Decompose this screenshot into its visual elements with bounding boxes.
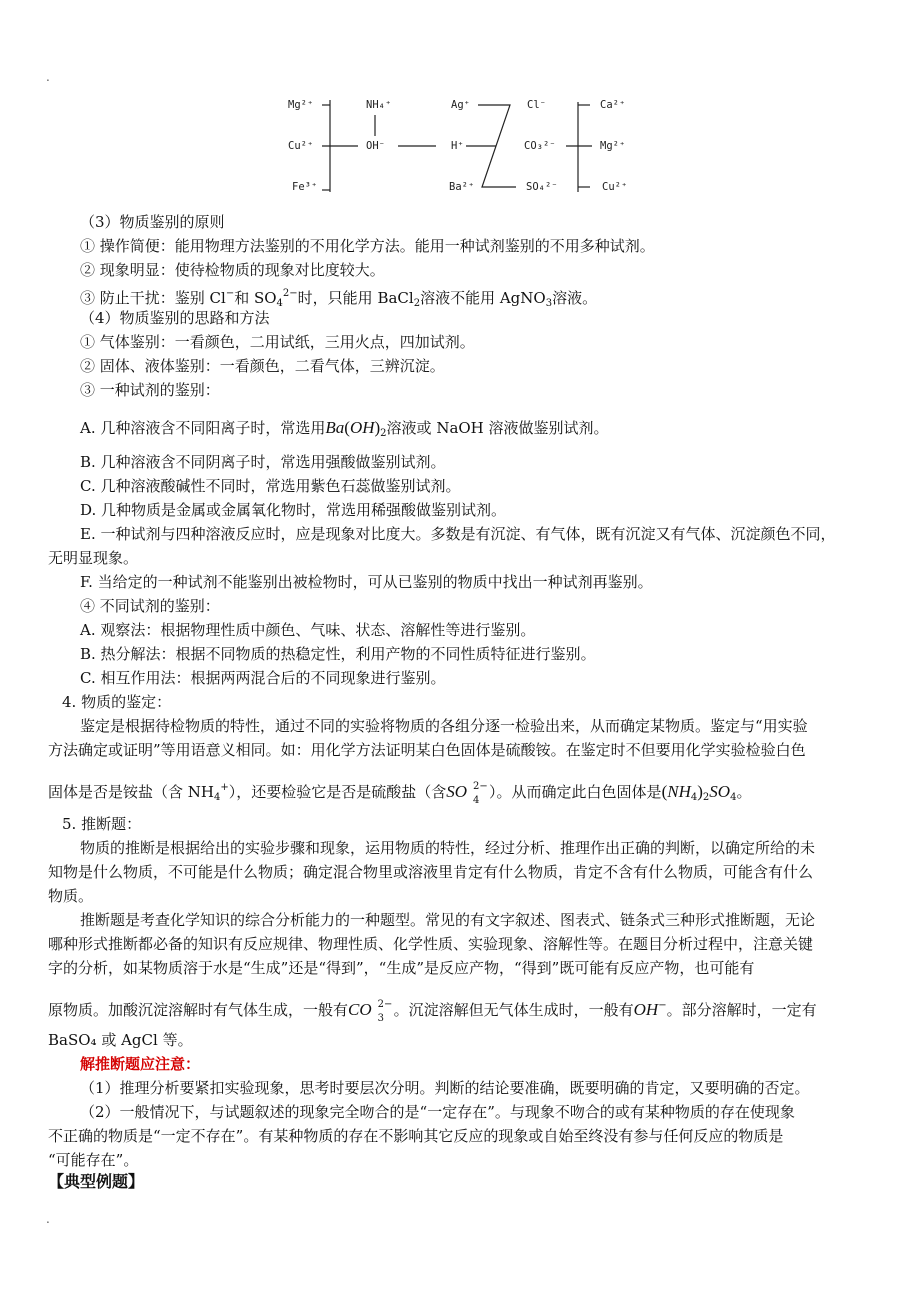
identification-line-2: 方法确定或证明”等用语意义相同。如：用化学方法证明某白色固体是硫酸铵。在鉴定时不但要用化学实验检验白色 [48,741,806,759]
section-4-title: （4）物质鉴别的思路和方法 [80,309,270,327]
method-d: D. 几种物质是金属或金属氧化物时，常选用稀强酸做鉴别试剂。 [80,501,507,519]
page-mark-bottom: . [46,1212,50,1226]
ion-so4: SO₄²⁻ [526,181,558,193]
inference-p2-line-1: 推断题是考查化学知识的综合分析能力的一种题型。常见的有文字叙述、图表式、链条式三种形式推断题，无论 [80,911,816,929]
method-interact: C. 相互作用法：根据两两混合后的不同现象进行鉴别。 [80,669,446,687]
section-3-item-2: ② 现象明显：使待检物质的现象对比度较大。 [80,261,385,279]
section-3-item-1: ① 操作简便：能用物理方法鉴别的不用化学方法。能用一种试剂鉴别的不用多种试剂。 [80,237,655,255]
inference-p2-line-2: 哪种形式推断都必备的知识有反应规律、物理性质、化学性质、实验现象、溶解性等。在题目分析过程中，注意关键 [48,935,814,953]
section-4-item-3: ③ 一种试剂的鉴别： [80,381,220,399]
method-a: A. 几种溶液含不同阳离子时，常选用$Ba(OH)_2$溶液或 NaOH 溶液做鉴别试剂。 [80,418,609,439]
typical-examples-heading: 【典型例题】 [48,1172,145,1191]
method-e-line-1: E. 一种试剂与四种溶液反应时，应是现象对比度大。多数是有沉淀、有气体，既有沉淀又有气体、沉淀颜色不同， [80,525,836,543]
note-2-line-2: 不正确的物质是“一定不存在”。有某种物质的存在不影响其它反应的现象或自始至终没有参与任何反应的物质是 [48,1127,784,1145]
notes-heading: 解推断题应注意： [80,1055,201,1073]
ion-cu2: Cu²⁺ [602,181,628,193]
ion-cl: Cl⁻ [527,99,546,111]
ion-fe: Fe³⁺ [292,181,318,193]
method-b: B. 几种溶液含不同阴离子时，常选用强酸做鉴别试剂。 [80,453,446,471]
ion-h: H⁺ [451,140,464,152]
ion-cu: Cu²⁺ [288,140,314,152]
ion-ba: Ba²⁺ [449,181,475,193]
section-4-item-2: ② 固体、液体鉴别：一看颜色，二看气体，三辨沉淀。 [80,357,445,375]
ion-mg2: Mg²⁺ [600,140,626,152]
method-f: F. 当给定的一种试剂不能鉴别出被检物时，可从已鉴别的物质中找出一种试剂再鉴别。 [80,573,653,591]
ion-reaction-diagram [0,0,920,200]
inference-p1-line-3: 物质。 [48,887,94,905]
method-e-line-2: 无明显现象。 [48,549,139,567]
section-4-item-4: ④ 不同试剂的鉴别： [80,597,220,615]
note-2-line-1: （2）一般情况下，与试题叙述的现象完全吻合的是“一定存在”。与现象不吻合的或有某种物质的存在使现象 [80,1103,795,1121]
inference-p2-line-4: 原物质。加酸沉淀溶解时有气体生成，一般有CO 2− 3 。沉淀溶解但无气体生成时，一般有OH−。部分溶解时，一定有 [48,999,817,1024]
inference-p2-line-5: BaSO₄ 或 AgCl 等。 [48,1031,193,1049]
ion-nh4: NH₄⁺ [366,99,392,111]
note-1: （1）推理分析要紧扣实验现象，思考时要层次分明。判断的结论要准确，既要明确的肯定，又要明确的否定。 [80,1079,810,1097]
method-observe: A. 观察法：根据物理性质中颜色、气味、状态、溶解性等进行鉴别。 [80,621,536,639]
ion-mg: Mg²⁺ [288,99,314,111]
inference-p1-line-1: 物质的推断是根据给出的实验步骤和现象，运用物质的特性，经过分析、推理作出正确的判断，以确定所给的未 [80,839,816,857]
section-3-title: （3）物质鉴别的原则 [80,213,225,231]
section-4-item-1: ① 气体鉴别：一看颜色，二用试纸，三用火点，四加试剂。 [80,333,475,351]
note-2-line-3: “可能存在”。 [48,1151,139,1169]
inference-title: 5. 推断题： [62,815,142,833]
identification-line-3: 固体是否是铵盐（含 $NH_4^+$），还要检验它是否是硫酸盐（含SO 2− 4 ）。从而确定此白色固体是$(NH_4)_2SO_4$。 [48,781,752,806]
identification-title: 4. 物质的鉴定： [62,693,172,711]
inference-p1-line-2: 知物是什么物质，不可能是什么物质；确定混合物里或溶液里肯定有什么物质，肯定不含有什么物质，可能含有什么 [48,863,814,881]
ion-oh: OH⁻ [366,140,385,152]
ion-ag: Ag⁺ [451,99,470,111]
inference-p2-line-3: 字的分析，如某物质溶于水是“生成”还是“得到”，“生成”是反应产物，“得到”既可能有反应产物，也可能有 [48,959,755,977]
method-c: C. 几种溶液酸碱性不同时，常选用紫色石蕊做鉴别试剂。 [80,477,461,495]
page-mark-top: . [46,70,50,84]
method-thermal: B. 热分解法：根据不同物质的热稳定性，利用产物的不同性质特征进行鉴别。 [80,645,596,663]
section-3-item-3: ③ 防止干扰：鉴别 Cl−和 $SO_4^{2-}$时，只能用 BaCl$_2$溶液不能用 AgNO$_3$溶液。 [80,288,598,309]
ion-ca: Ca²⁺ [600,99,626,111]
ion-co3: CO₃²⁻ [524,140,556,152]
identification-line-1: 鉴定是根据待检物质的特性，通过不同的实验将物质的各组分逐一检验出来，从而确定某物质。鉴定与“用实验 [80,717,808,735]
